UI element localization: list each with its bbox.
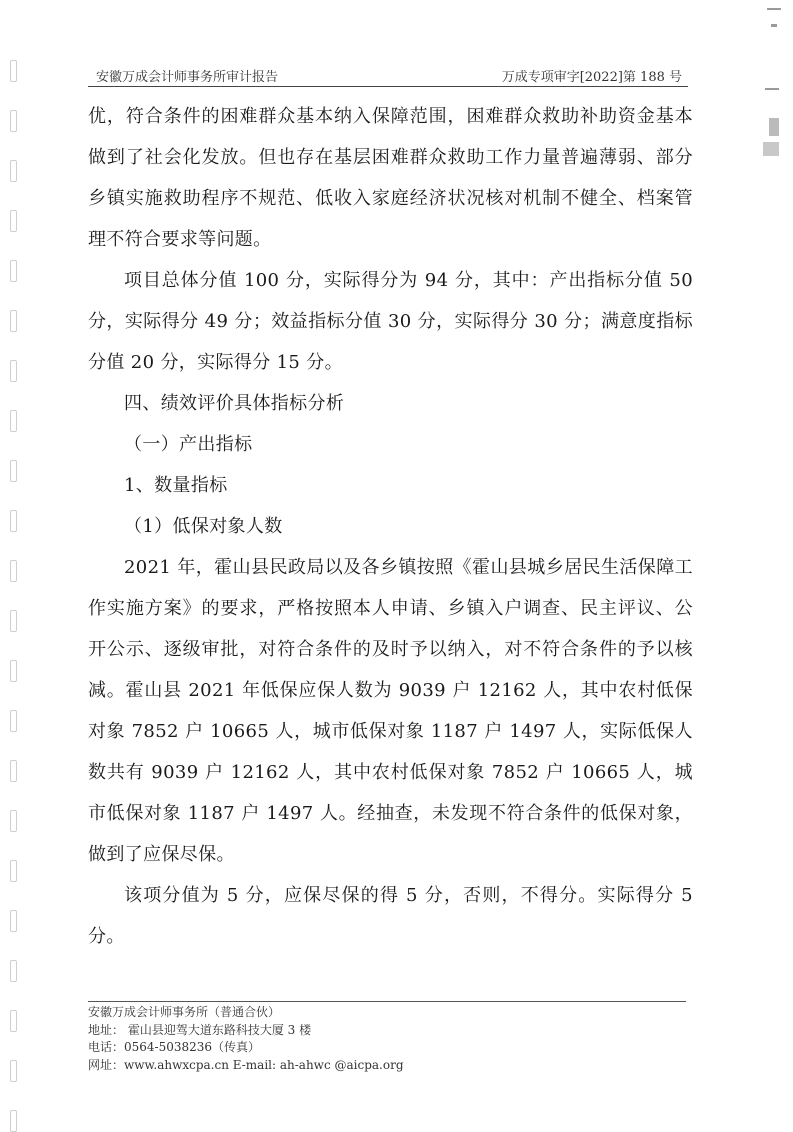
body-paragraph: （一）产出指标 (124, 434, 253, 455)
binding-hole (10, 910, 17, 932)
binding-hole (10, 860, 17, 882)
header-firm-name: 安徽万成会计师事务所审计报告 (96, 70, 279, 85)
binding-hole (10, 1010, 17, 1032)
body-paragraph: 2021 年，霍山县民政局以及各乡镇按照《霍山县城乡居民生活保障工作实施方案》的要求，严格按照本人申请、乡镇入户调查、民主评议、公开公示、逐级审批，对符合条件的及时予以纳入，对不符合条件的予以核减。霍山县 2021 年低保应保人数为 9039 户 12162 人，其中农村低保对象 7852 户 10665 人，城市低保对象 1187 户 1497 人，实际低保人数共有 9039 户 12162 人，其中农村低保对象 7852 户 10665 人，城市低保对象 1187 户 1497 人。经抽查，未发现不符合条件的低保对象，做到了应保尽保。 (88, 557, 693, 865)
footer-address: 地址： 霍山县迎驾大道东路科技大厦 3 楼 (88, 1022, 312, 1037)
body-paragraph: 四、绩效评价具体指标分析 (124, 393, 345, 414)
binding-hole (10, 710, 17, 732)
footer-divider (88, 1001, 686, 1002)
binding-hole (10, 960, 17, 982)
body-paragraph: 项目总体分值 100 分，实际得分为 94 分，其中：产出指标分值 50 分，实际得分 49 分；效益指标分值 30 分，实际得分 30 分；满意度指标分值 20 分，实际得分 15 分。 (88, 270, 693, 373)
binding-hole (10, 310, 17, 332)
binding-hole-marks (0, 0, 40, 1121)
header-divider (88, 86, 688, 87)
header-report-number: 万成专项审字[2022]第 188 号 (501, 70, 682, 85)
binding-hole (10, 610, 17, 632)
footer-website-email: 网址：www.ahwxcpa.cn E-mail: ah-ahwc @aicpa.org (88, 1057, 404, 1072)
footer-phone: 电话：0564-5038236（传真） (88, 1040, 261, 1054)
page-footer (88, 1004, 686, 1074)
body-paragraph: 优，符合条件的困难群众基本纳入保障范围，困难群众救助补助资金基本做到了社会化发放。但也存在基层困难群众救助工作力量普遍薄弱、部分乡镇实施救助程序不规范、低收入家庭经济状况核对机制不健全、档案管理不符合要求等问题。 (88, 106, 693, 250)
footer-firm-name: 安徽万成会计师事务所（普通合伙） (88, 1005, 281, 1019)
binding-hole (10, 760, 17, 782)
body-paragraph: 该项分值为 5 分，应保尽保的得 5 分，否则，不得分。实际得分 5 分。 (88, 885, 693, 947)
binding-hole (10, 410, 17, 432)
binding-hole (10, 210, 17, 232)
binding-hole (10, 460, 17, 482)
binding-hole (10, 1110, 17, 1132)
scan-edge-artifacts (761, 0, 785, 170)
binding-hole (10, 810, 17, 832)
binding-hole (10, 1060, 17, 1082)
binding-hole (10, 60, 17, 82)
binding-hole (10, 260, 17, 282)
page-header (88, 62, 686, 86)
body-paragraph: （1）低保对象人数 (124, 516, 283, 537)
binding-hole (10, 560, 17, 582)
binding-hole (10, 160, 17, 182)
body-paragraph: 1、数量指标 (124, 475, 228, 496)
report-body (88, 96, 693, 957)
binding-hole (10, 510, 17, 532)
binding-hole (10, 660, 17, 682)
binding-hole (10, 360, 17, 382)
binding-hole (10, 110, 17, 132)
